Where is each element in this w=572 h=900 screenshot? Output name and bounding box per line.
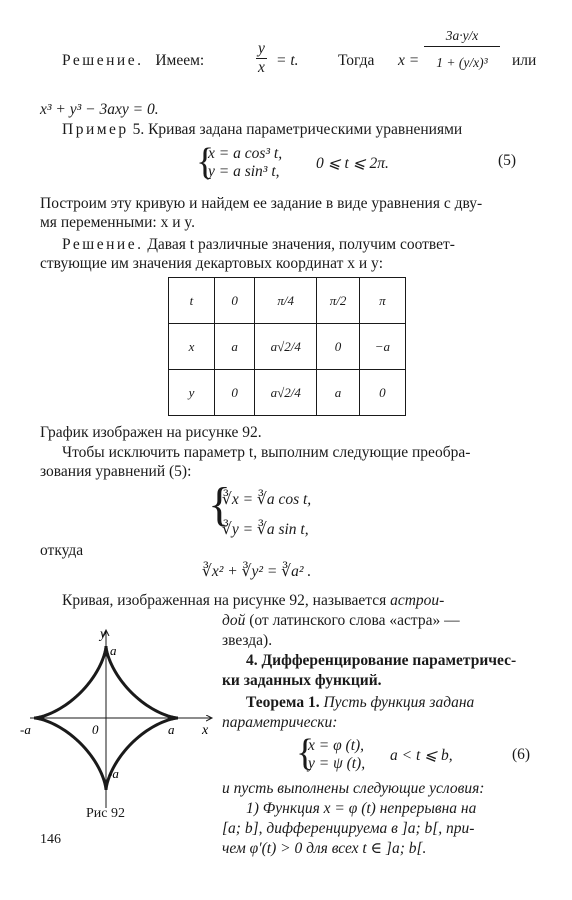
x-eq: x = — [398, 52, 420, 69]
imeem-text: Имеем: — [155, 52, 205, 69]
example5-text: Кривая задана параметрическими уравнениями — [148, 121, 463, 138]
example5-line — [62, 121, 462, 139]
table-cell: −a — [359, 324, 405, 370]
table-cell: 0 — [359, 370, 405, 416]
example5-label: Пример — [62, 121, 129, 138]
example5-brace: { — [196, 141, 215, 183]
t-fraction-rhs: = t. — [276, 52, 299, 69]
theorem1-brace: { — [296, 732, 315, 774]
theorem1-range: a < t ⩽ b, — [390, 747, 453, 764]
x-axis-label: x — [202, 723, 209, 738]
theorem1-line2: параметрически: — [222, 714, 338, 731]
y-axis-label: y — [100, 627, 107, 642]
solution2-line2: ствующие им значения декартовых координат x и y: — [40, 255, 384, 272]
left-label: -a — [20, 722, 31, 737]
build-para-line2: мя переменными: x и y. — [40, 214, 196, 231]
exclude-para-line1: Чтобы исключить параметр t, выполним следующие преобра- — [62, 444, 471, 461]
solution1-label: Решение. — [62, 52, 144, 69]
exclude-para-line2: зования уравнений (5): — [40, 463, 192, 480]
table-cell: π — [359, 278, 405, 324]
conditions-intro: и пусть выполнены следующие условия: — [222, 780, 485, 797]
table-cell: a — [214, 324, 254, 370]
page-number: 146 — [40, 832, 61, 847]
table-cell: 0 — [214, 278, 254, 324]
cube-system-brace: { — [208, 478, 232, 531]
curve-para-line2 — [222, 610, 460, 632]
table-cell: y — [169, 370, 215, 416]
curve-para-line2a: дой — [222, 612, 246, 629]
values-table — [168, 277, 406, 416]
table-cell: 0 — [214, 370, 254, 416]
ili-text: или — [512, 52, 537, 69]
theorem1-sys-line2: y = ψ (t), — [308, 755, 366, 772]
example5-sys-line2: y = a sin³ t, — [208, 163, 280, 180]
curve-para-line3: звезда). — [222, 632, 273, 649]
astroid-figure — [20, 618, 220, 818]
curve-para-line1a: Кривая, изображенная на рисунке 92, называется — [62, 592, 387, 609]
cube-system — [222, 485, 311, 545]
table-cell: x — [169, 324, 215, 370]
astroid-equation: ∛x² + ∛y² = ∛a² . — [202, 563, 312, 580]
curve-para-line2b: (от латинского слова «астра» — — [249, 612, 460, 629]
theorem1-line1 — [246, 692, 474, 714]
solution2-label: Решение. — [62, 236, 144, 253]
table-cell: π/4 — [255, 278, 317, 324]
bottom-label: -a — [108, 766, 119, 781]
condition1-line1: 1) Функция x = φ (t) непрерывна на — [246, 800, 477, 817]
table-cell: π/2 — [317, 278, 359, 324]
example5-eq-number: (5) — [498, 152, 517, 169]
theorem1-sys-line1: x = φ (t), — [308, 737, 365, 754]
theorem1-line1-text: Пусть функция задана — [323, 694, 475, 711]
section4-line1: 4. Дифференцирование параметричес- — [246, 652, 517, 669]
togda-text: Тогда — [338, 52, 375, 69]
top-label: a — [110, 643, 117, 658]
graph-ref: График изображен на рисунке 92. — [40, 424, 262, 441]
curve-para-line1 — [62, 590, 444, 612]
section4-line2: ки заданных функций. — [222, 672, 382, 689]
t-fraction — [256, 40, 267, 77]
t-fraction-num: y — [258, 40, 265, 57]
condition1-line2: [a; b], дифференцируема в ]a; b[, при- — [222, 820, 475, 837]
solution1-line — [62, 52, 204, 70]
cube-sys-line1: ∛x = ∛a cos t, — [222, 491, 312, 508]
theorem1-eq-number: (6) — [512, 746, 531, 763]
table-row — [169, 324, 406, 370]
theorem1-system — [308, 737, 365, 773]
right-label: a — [168, 722, 175, 737]
condition1-line3: чем φ′(t) > 0 для всех t ∈ ]a; b[. — [222, 840, 427, 857]
origin-label: 0 — [92, 722, 99, 737]
x-fraction — [424, 28, 500, 79]
x-fraction-num: 3a·y/x — [445, 28, 479, 43]
table-row — [169, 278, 406, 324]
table-row — [169, 370, 406, 416]
build-para-line1: Построим эту кривую и найдем ее задание в виде уравнения с дву- — [40, 195, 483, 212]
table-cell: t — [169, 278, 215, 324]
example5-system — [208, 145, 282, 181]
example5-number: 5. — [132, 121, 145, 138]
example5-sys-line1: x = a cos³ t, — [208, 145, 283, 162]
table-cell: a√2/4 — [255, 370, 317, 416]
curve-para-line1b: астрои- — [390, 592, 445, 609]
example5-range: 0 ⩽ t ⩽ 2π. — [316, 155, 389, 172]
cartesian-equation: x³ + y³ − 3axy = 0. — [40, 101, 159, 118]
table-cell: a — [317, 370, 359, 416]
figure-caption: Рис 92 — [86, 806, 125, 821]
cube-sys-line2: ∛y = ∛a sin t, — [222, 521, 309, 538]
table-cell: a√2/4 — [255, 324, 317, 370]
x-fraction-den: 1 + (y/x)³ — [424, 46, 500, 79]
t-fraction-den: x — [258, 59, 265, 76]
solution2-line1-text: Давая t различные значения, получим соответ- — [147, 236, 455, 253]
theorem1-label: Теорема 1. — [246, 694, 320, 711]
table-cell: 0 — [317, 324, 359, 370]
otkuda-text: откуда — [40, 542, 84, 559]
